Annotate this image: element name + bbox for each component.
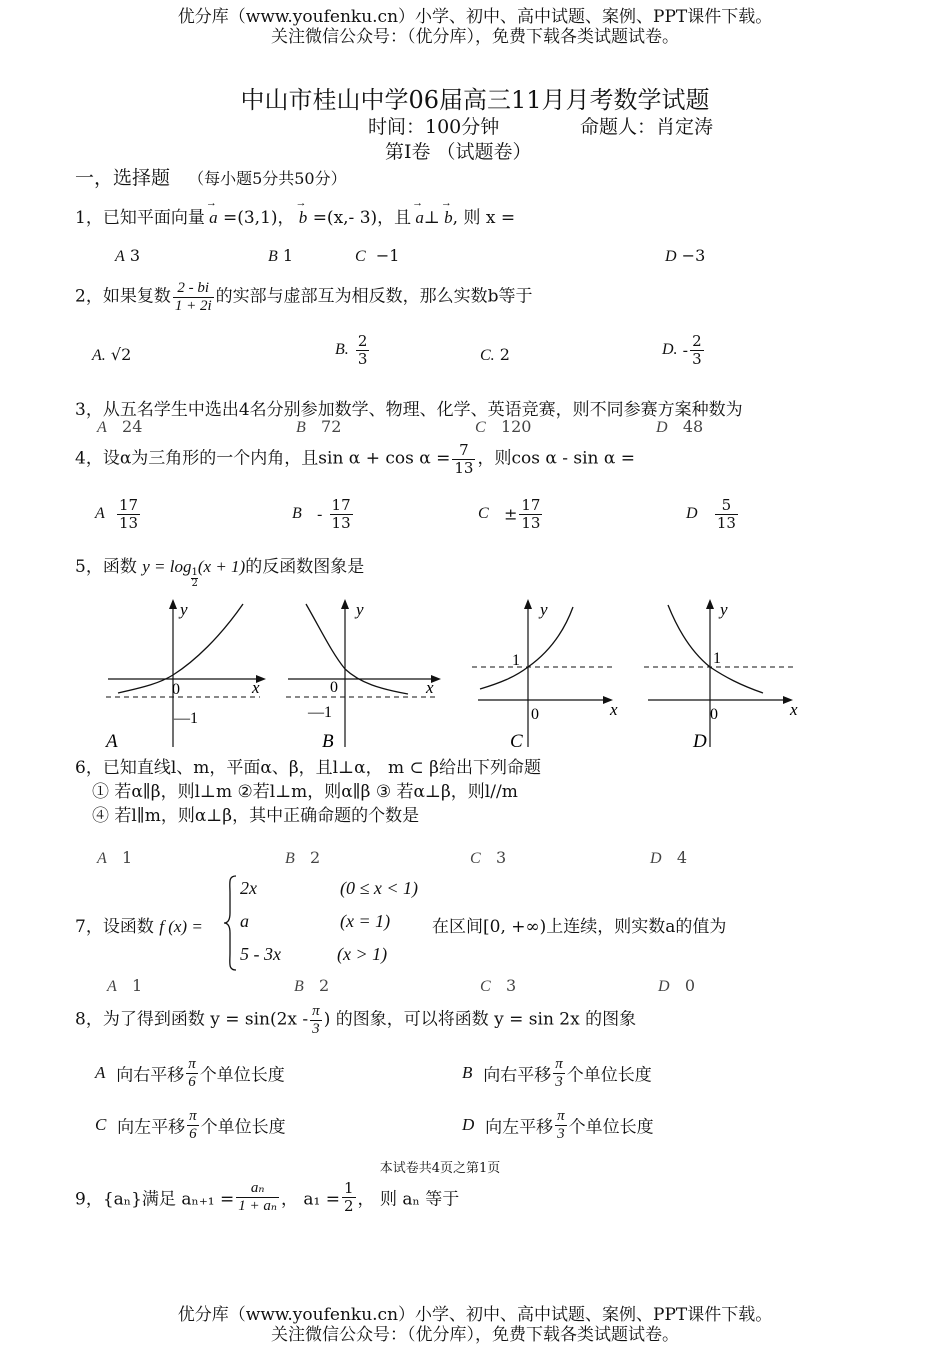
footer-line-2: 关注微信公众号：（优分库），免费下载各类试题试卷。: [271, 1325, 679, 1345]
q5-graph-d[interactable]: [640, 597, 815, 755]
q7-option-c[interactable]: C 3: [480, 976, 517, 995]
q9-stem-pre: 9，{aₙ}满足 aₙ₊₁ =: [75, 1189, 235, 1210]
q1-value-a: =(3,1)，: [222, 208, 295, 228]
q6-option-a[interactable]: A 1: [97, 848, 133, 867]
page-number-note: 本试卷共4页之第1页: [379, 1161, 501, 1176]
q3-option-d[interactable]: D 48: [656, 417, 704, 436]
q7-brace: [222, 873, 238, 973]
q7-option-a[interactable]: A 1: [107, 976, 143, 995]
q1-perp-b: b: [444, 208, 453, 227]
q6-option-c[interactable]: C 3: [470, 848, 507, 867]
q5-graph-a-origin: 0: [172, 681, 180, 698]
q8-option-c[interactable]: C 向左平移 $\frac{\pi}{6}$ 个单位长度: [95, 1108, 286, 1142]
q2-fraction: $\frac{2 - bi}{1 + 2i}$: [174, 280, 212, 314]
q6-option-d[interactable]: D 4: [650, 848, 688, 867]
q5-graph-b-x-label: x: [426, 678, 434, 697]
q5-stem-post: 的反函数图象是: [245, 557, 365, 577]
q1-value-b: =(x,- 3)，且: [312, 208, 412, 228]
footer-line-1: 优分库（www.youfenku.cn）小学、初中、高中试题、案例、PPT课件下载。: [177, 1305, 773, 1325]
q5-graph-b-mark: —1: [308, 704, 332, 721]
exam-time: 时间：100分钟: [368, 116, 500, 138]
q4-option-a[interactable]: A $\frac{17}{13}$: [95, 496, 139, 532]
q5-graph-c[interactable]: [470, 597, 630, 755]
q7-case-3-expr: 5 - 3x: [240, 944, 281, 964]
q8-fraction: $\frac{\pi}{3}$: [312, 1003, 320, 1037]
q1-option-a[interactable]: A 3: [115, 246, 141, 265]
exam-author: 命题人：肖定涛: [580, 116, 714, 138]
q2-option-c[interactable]: C. 2: [480, 345, 510, 364]
q7-case-3-cond: (x > 1): [337, 944, 388, 964]
q5-graph-a-label: A: [106, 731, 118, 752]
q3-option-c[interactable]: C 120: [475, 417, 532, 436]
q4-option-c[interactable]: C ± $\frac{17}{13}$: [478, 496, 541, 532]
q7-option-b[interactable]: B 2: [294, 976, 330, 995]
question-6-line-3: ④ 若l∥m，则α⊥β，其中正确命题的个数是: [92, 806, 420, 826]
q4-fraction: $\frac{7}{13}$: [454, 441, 474, 477]
q8-stem-pre: 8，为了得到函数 y = sin(2x -: [75, 1009, 309, 1030]
q8-stem-post: ) 的图象，可以将函数 y = sin 2x 的图象: [323, 1009, 637, 1030]
q5-graph-a-y-label: y: [180, 600, 188, 619]
section-heading: [75, 163, 347, 190]
q5-graph-c-origin: 0: [531, 706, 539, 723]
q2-option-d[interactable]: D. - $\frac{2}{3}$: [662, 332, 702, 368]
q5-graph-c-mark: 1: [512, 652, 520, 669]
q4-stem-post: ，则cos α - sin α =: [477, 448, 636, 469]
q2-option-a[interactable]: A. √2: [92, 345, 132, 364]
q1-option-c[interactable]: C −1: [355, 246, 400, 265]
q5-graph-d-mark: 1: [713, 650, 721, 667]
q8-option-b[interactable]: B 向右平移 $\frac{\pi}{3}$ 个单位长度: [462, 1056, 652, 1090]
q7-case-1-cond: (0 ≤ x < 1): [340, 878, 419, 898]
section-title: 一，选择题: [75, 167, 171, 189]
q5-graph-a[interactable]: [100, 597, 270, 755]
q2-stem-post: 的实部与虚部互为相反数，那么实数b等于: [215, 286, 533, 307]
header-line-1: 优分库（www.youfenku.cn）小学、初中、高中试题、案例、PPT课件下载。: [177, 7, 773, 27]
question-3: 3，从五名学生中选出4名分别参加数学、物理、化学、英语竞赛，则不同参赛方案种数为: [75, 400, 743, 420]
q2-stem-pre: 2，如果复数: [75, 286, 171, 307]
question-1: 1，已知平面向量 → a =(3,1)， → b =(x,- 3)，且 → a⊥ → b, 则 x =: [75, 197, 516, 228]
q7-option-d[interactable]: D 0: [658, 976, 696, 995]
q3-option-b[interactable]: B 72: [296, 417, 342, 436]
q5-graph-d-label: D: [693, 731, 707, 752]
q5-graph-b-label: B: [322, 731, 334, 752]
q5-graph-d-origin: 0: [710, 706, 718, 723]
q1-perp-symbol: ⊥: [423, 208, 440, 228]
question-8: [75, 1003, 636, 1037]
q4-stem-pre: 4，设α为三角形的一个内角，且sin α + cos α =: [75, 448, 451, 469]
q7-stem-post: 在区间[0, +∞)上连续，则实数a的值为: [432, 917, 727, 937]
question-4: [75, 442, 635, 476]
question-6-line-1: 6，已知直线l、m，平面α、β，且l⊥α， m ⊂ β给出下列命题: [75, 758, 541, 778]
q8-option-d[interactable]: D 向左平移 $\frac{\pi}{3}$ 个单位长度: [462, 1108, 654, 1142]
exam-title: 中山市桂山中学06届高三11月月考数学试题: [240, 86, 710, 114]
q1-option-b[interactable]: B 1: [268, 246, 294, 265]
q5-graph-a-mark: —1: [174, 710, 198, 727]
q3-option-a[interactable]: A 24: [97, 417, 143, 436]
q6-option-b[interactable]: B 2: [285, 848, 321, 867]
q5-graph-c-label: C: [510, 731, 523, 752]
question-5: 5，函数 y = log $\frac{1}{2}$ (x + 1)的反函数图象是: [75, 557, 365, 589]
q5-arg: (x + 1): [197, 557, 246, 576]
q1-vector-a: a: [209, 208, 218, 227]
q7-case-2-expr: a: [240, 911, 249, 931]
q4-option-b[interactable]: B - $\frac{17}{13}$: [292, 496, 351, 532]
q9-a1-fraction: $\frac{1}{2}$: [344, 1179, 354, 1215]
q5-graph-d-y-label: y: [720, 600, 728, 619]
q4-option-d[interactable]: D $\frac{5}{13}$: [686, 496, 736, 532]
q1-vector-b: b: [298, 208, 308, 227]
q5-graph-b[interactable]: [280, 597, 450, 755]
q1-stem: 1，已知平面向量: [75, 208, 205, 228]
q8-option-a[interactable]: A 向右平移 $\frac{\pi}{6}$ 个单位长度: [95, 1056, 285, 1090]
q1-option-d[interactable]: D −3: [665, 246, 706, 265]
volume-label: 第Ⅰ卷 （试题卷）: [385, 141, 532, 163]
q9-stem-post: ， 则 aₙ 等于: [357, 1189, 460, 1210]
q9-mid: ， a₁ =: [280, 1189, 340, 1210]
q5-graph-b-origin: 0: [330, 679, 338, 696]
q9-fraction: $\frac{\text{aₙ}}{\text{1 + aₙ}}$: [238, 1180, 277, 1214]
q2-option-b[interactable]: B. $\frac{2}{3}$: [335, 332, 368, 368]
question-6-line-2: ① 若α∥β，则l⊥m ②若l⊥m，则α∥β ③ 若α⊥β，则l//m: [92, 782, 518, 802]
q5-graph-c-x-label: x: [610, 700, 618, 719]
q5-stem-pre: 5，函数: [75, 557, 137, 577]
q5-graph-b-y-label: y: [356, 600, 364, 619]
question-2: [75, 280, 533, 314]
header-line-2: 关注微信公众号：（优分库），免费下载各类试题试卷。: [271, 27, 679, 47]
q7-function: f (x) =: [159, 917, 203, 936]
q5-graph-c-y-label: y: [540, 600, 548, 619]
section-note: （每小题5分共50分）: [188, 169, 347, 188]
question-7-stem: [75, 912, 203, 937]
q7-case-2-cond: (x = 1): [340, 911, 391, 931]
q1-perp-a: a: [415, 208, 424, 227]
q1-stem-end: , 则 x =: [452, 208, 516, 228]
q5-graph-a-x-label: x: [252, 678, 260, 697]
q5-func: y = log: [142, 557, 192, 576]
q7-case-1-expr: 2x: [240, 878, 257, 898]
question-9: [75, 1180, 459, 1214]
q7-stem-pre: 7，设函数: [75, 917, 154, 937]
q5-graph-d-x-label: x: [790, 700, 798, 719]
